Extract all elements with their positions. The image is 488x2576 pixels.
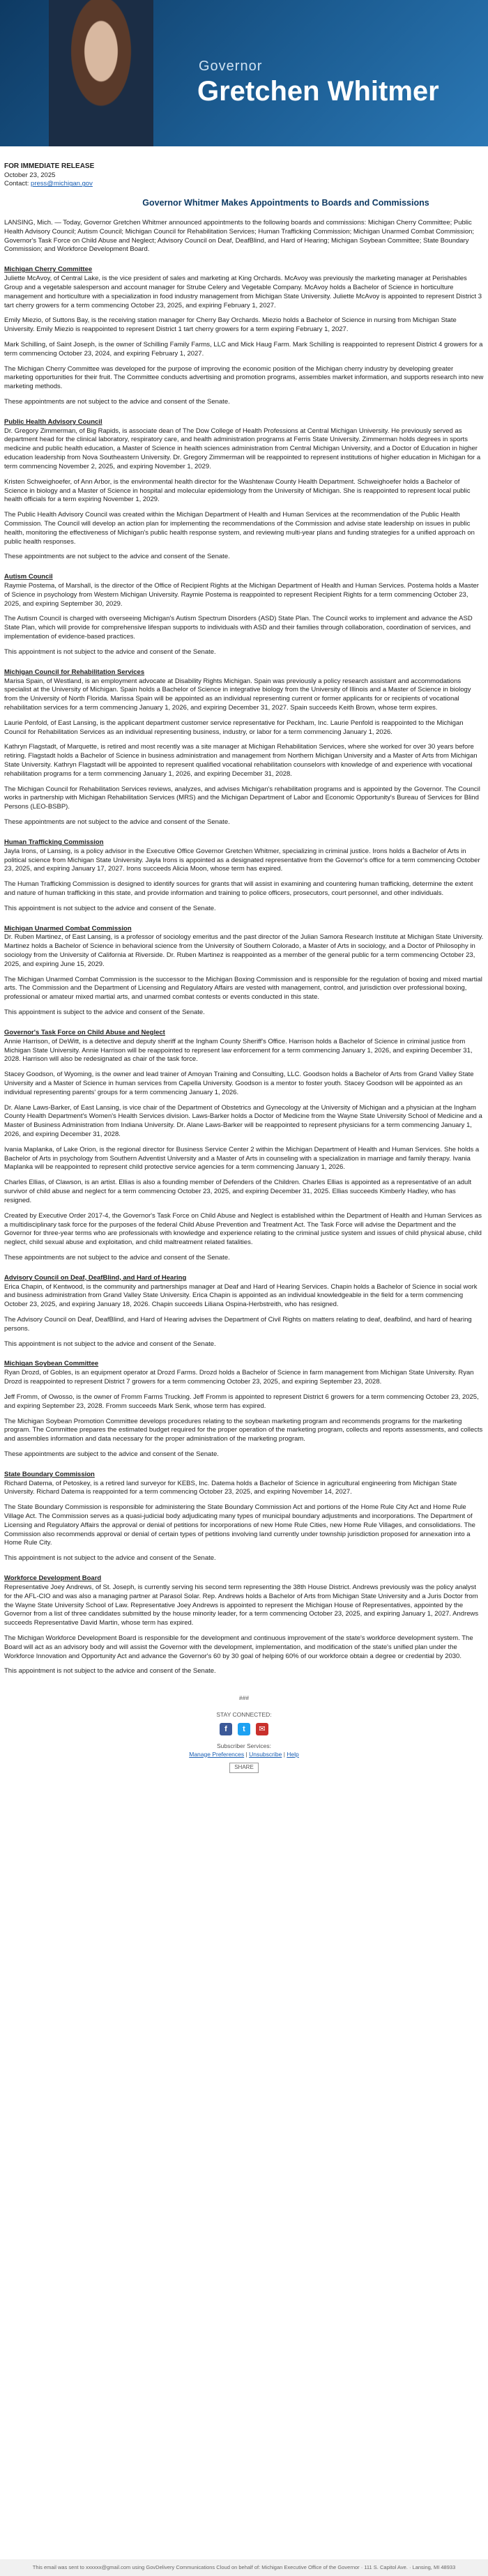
section-title-combat: Michigan Unarmed Combat Commission bbox=[4, 924, 132, 933]
paragraph: The Michigan Workforce Development Board is responsible for the development and continuous improvement of the state's workforce development system. The Board will act as an advisory body and will assist the Governor with the development, implementation, and modification of the state's unified plan under the Workforce Innovation and Opportunity Act and advance the Governor's 60 by 30 goal of helping 60% of our workforce obtain a degree or credential by 2030. bbox=[4, 1634, 473, 1660]
paragraph: This appointment is not subject to the advice and consent of the Senate. bbox=[4, 904, 216, 912]
governor-label: Governor bbox=[199, 59, 263, 74]
paragraph: Marisa Spain, of Westland, is an employment advocate at Disability Rights Michigan. Spain was previously a policy research assistant and accommodations specialist at the University of Michigan. Spain holds a Bachelor of Science in integrative biology from the University of Illinois and a Master of Science in biology from the University of North Florida. Marissa Spain will be appointed as an individual representing current or former applicants for or recipients of vocational rehabilitation services for a term commencing January 1, 2026, and expiring December 31, 2027. Spain succeeds Keith Brown, whose term expires. bbox=[4, 677, 471, 712]
governor-name: Gretchen Whitmer bbox=[197, 76, 439, 107]
unsubscribe-link[interactable]: Unsubscribe bbox=[249, 1750, 282, 1758]
manage-preferences-link[interactable]: Manage Preferences bbox=[189, 1750, 245, 1758]
intro-paragraph: LANSING, Mich. — Today, Governor Gretchen Whitmer announced appointments to the following boards and commissions: Michigan Cherry Committee; Public Health Advisory Council; Autism Council; Michigan Council for Rehabilitation Services; Human Trafficking Commission; Michigan Unarmed Combat Commission; Governor's Task Force on Child Abuse and Neglect; Advisory Council on Deaf, DeafBlind, and Hard of Hearing; Michigan Soybean Committee; State Boundary Commission; and Workforce Development Board. bbox=[4, 219, 475, 254]
release-date: October 23, 2025 bbox=[4, 171, 56, 179]
paragraph: Erica Chapin, of Kentwood, is the community and partnerships manager at Deaf and Hard of Hearing Services. Chapin holds a Bachelor of Science in social work and business administration from Grand Valley State University. Erica Chapin is appointed as an individual knowledgeable in the field for a term commencing October 23, 2025, and expiring January 18, 2026. Chapin succeeds Liliana Ospina-Herbstreith, who has resigned. bbox=[4, 1282, 478, 1309]
paragraph: Juliette McAvoy, of Central Lake, is the vice president of sales and marketing at King Orchards. McAvoy was previously the marketing manager at Perishables Group and a vegetable salesperson and account manager for Strube Celery and Vegetable Company. McAvoy holds a Bachelor of Science in horticulture management and horticulture with a specialization in food industry management from Michigan State University. Juliette McAvoy is appointed to represent District 3 tart cherry growers for a term commencing October 23, 2025, and expiring February 1, 2027. bbox=[4, 275, 482, 309]
section-title-health: Public Health Advisory Council bbox=[4, 417, 102, 426]
paragraph: This appointment is not subject to the advice and consent of the Senate. bbox=[4, 1340, 216, 1348]
section-title-workforce: Workforce Development Board bbox=[4, 1574, 102, 1583]
contact-email-link[interactable]: press@michigan.gov bbox=[31, 180, 93, 188]
section-title-rehab: Michigan Council for Rehabilitation Services bbox=[4, 668, 145, 676]
paragraph: These appointments are not subject to the advice and consent of the Senate. bbox=[4, 1253, 230, 1262]
paragraph: Dr. Ruben Martinez, of East Lansing, is a professor of sociology emeritus and the past director of the Julian Samora Research Institute at Michigan State University. Martinez holds a Bachelor of Science in behavioral science from the University of Southern Colorado, a Master of Arts in sociology, and a Doctor of Philosophy in sociology from the University of California at Riverside. Dr. Ruben Martinez is reappointed as a member of the general public for a term commencing October 23, 2025, and expiring June 15, 2029. bbox=[4, 933, 484, 968]
paragraph: Created by Executive Order 2017-4, the Governor's Task Force on Child Abuse and Neglect is established within the Department of Health and Human Services as a multidisciplinary task force for the purposes of the federal Child Abuse Prevention and Treatment Act. The Task Force will advise the Department and the Governor for three-year terms who are professionals with knowledge and experience relating to the criminal justice system and issues of child physical abuse, child neglect, child sexual abuse and exploitation, and child maltreatment related fatalities. bbox=[4, 1211, 482, 1247]
section-title-cherry: Michigan Cherry Committee bbox=[4, 266, 93, 274]
paragraph: The Public Health Advisory Council was created within the Michigan Department of Health and Human Services at the recommendation of the Public Health Commission. The Council will develop an action plan for implementing the recommendations of the Commission and advise state leadership on issues in public health, monitoring the effectiveness of Michigan's public health response system, and reviewing multi-year plans and funding strategies for a unified approach on public health responses. bbox=[4, 511, 475, 546]
header-banner bbox=[0, 0, 488, 146]
paragraph: Kristen Schweighoefer, of Ann Arbor, is the environmental health director for the Washtenaw County Health Department. Schweighoefer holds a Bachelor of Science in biology and a Master of Science in hospital and molecular epidemiology from the University of Michigan. She is reappointed to represent local public health officials for a term expiring November 1, 2029. bbox=[4, 477, 471, 504]
paragraph: These appointments are not subject to the advice and consent of the Senate. bbox=[4, 818, 230, 827]
end-marker: ### bbox=[238, 1694, 250, 1702]
stay-connected-label: STAY CONNECTED: bbox=[216, 1710, 272, 1718]
paragraph: Richard Datema, of Petoskey, is a retired land surveyor for KEBS, Inc. Datema holds a Bachelor of Science in agricultural engineering from Michigan State University. Richard Datema is reappointed for a term commencing October 23, 2025, and expiring November 14, 2027. bbox=[4, 1479, 457, 1496]
paragraph: Dr. Alane Laws-Barker, of East Lansing, is vice chair of the Department of Obstetrics and Gynecology at the University of Michigan and a physician at the Ingham County Health Department's Women's Health Services division. Laws-Barker holds a Doctor of Medicine from the Wayne State University School of Medicine and a Master of Business Administration from Indiana University. Dr. Alane Laws-Barker will be reappointed to represent physicians for a term commencing January 1, 2026, and expiring December 31, 2028. bbox=[4, 1103, 482, 1138]
section-title-boundary: State Boundary Commission bbox=[4, 1470, 95, 1478]
paragraph: These appointments are not subject to the advice and consent of the Senate. bbox=[4, 553, 230, 561]
release-content bbox=[0, 146, 488, 1773]
paragraph: This appointment is subject to the advice and consent of the Senate. bbox=[4, 1009, 205, 1017]
paragraph: This appointment is not subject to the advice and consent of the Senate. bbox=[4, 1667, 216, 1676]
contact-label: Contact: bbox=[4, 180, 29, 188]
paragraph: Mark Schilling, of Saint Joseph, is the owner of Schilling Family Farms, LLC and Mick Haug Farm. Mark Schilling is reappointed to represent District 4 growers for a term commencing October 23, 2024, and expiring February 1, 2027. bbox=[4, 340, 483, 358]
paragraph: The Human Trafficking Commission is designed to identify sources for grants that will assist in examining and countering human trafficking, determine the extent and nature of human trafficking in this state, and provide information and training to police officers, prosecutors, court personnel, and other individuals. bbox=[4, 880, 473, 897]
paragraph: Annie Harrison, of DeWitt, is a detective and deputy sheriff at the Ingham County Sheriff's Office. Harrison holds a Bachelor of Science in criminal justice from Michigan State University. Annie Harrison will be reappointed to represent law enforcement for a term commencing January 1, 2026, and expiring December 31, 2028. Harrison will also be redesignated as chair of the task force. bbox=[4, 1037, 473, 1064]
help-link[interactable]: Help bbox=[287, 1750, 299, 1758]
paragraph: Jeff Fromm, of Owosso, is the owner of Fromm Farms Trucking. Jeff Fromm is appointed to represent District 6 growers for a term commencing October 23, 2025, and expiring September 23, 2028. Fromm succeeds Mark Senk, whose term has expired. bbox=[4, 1393, 479, 1410]
headline: Governor Whitmer Makes Appointments to Boards and Commissions bbox=[142, 198, 429, 208]
section-title-autism: Autism Council bbox=[4, 573, 53, 581]
paragraph: Laurie Penfold, of East Lansing, is the applicant department customer service representative for Peckham, Inc. Laurie Penfold is reappointed to the Michigan Council for Rehabilitation Services as an individual representing business, industry, or labor for a term commencing January 1, 2026. bbox=[4, 719, 464, 736]
paragraph: This appointment is not subject to the advice and consent of the Senate. bbox=[4, 647, 216, 656]
paragraph: The Advisory Council on Deaf, DeafBlind, and Hard of Hearing advises the Department of Civil Rights on matters relating to deaf, deafblind, and hard of hearing persons. bbox=[4, 1316, 472, 1333]
paragraph: The State Boundary Commission is responsible for administering the State Boundary Commission Act and portions of the Home Rule City Act and Home Rule Village Act. The Commission serves as a quasi-judicial body adjudicating many types of municipal boundary adjustments and incorporations. The Department of Licensing and Regulatory Affairs the approval or denial of petitions for incorporations of new Home Rule Cities, new Home Rule Villages, and consolidations. The Commission also recommends approval or denial of certain types of petitions involving land currently under township jurisdiction proposed for annexation into a Home Rule City. bbox=[4, 1503, 475, 1547]
twitter-icon[interactable]: t bbox=[238, 1723, 250, 1735]
subscriber-services-label: Subscriber Services: bbox=[217, 1742, 271, 1750]
paragraph: Dr. Gregory Zimmerman, of Big Rapids, is associate dean of The Dow College of Health Professions at Central Michigan University. He previously served as department head for the clinical laboratory, respiratory care, and health administration programs at Ferris State University. Zimmerman holds degrees in sports medicine and public health education, a Master of Science in health sciences administration from Central Michigan University, and a Doctor of Education in higher education leadership from Nova Southeastern University. Dr. Gregory Zimmerman will be reappointed to represent institutions of higher education in Michigan for a term commencing November 2, 2025, and expiring November 1, 2029. bbox=[4, 427, 481, 470]
facebook-icon[interactable]: f bbox=[220, 1723, 232, 1735]
release-label: FOR IMMEDIATE RELEASE bbox=[4, 162, 95, 170]
release-contact bbox=[4, 180, 484, 189]
paragraph: Jayla Irons, of Lansing, is a policy advisor in the Executive Office Governor Gretchen Whitmer, specializing in criminal justice. Irons holds a Bachelor of Arts in political science from Michigan State University. Jayla Irons is appointed as a designated representative from the Governor's office for a term commencing October 23, 2025, and expiring January 17, 2027. Irons succeeds Alicia Moon, whose term has expired. bbox=[4, 847, 480, 873]
paragraph: Ryan Drozd, of Gobles, is an equipment operator at Drozd Farms. Drozd holds a Bachelor of Science in farm management from Michigan State University. Ryan Drozd is reappointed to represent District 7 growers for a term commencing October 23, 2025, and expiring September 23, 2028. bbox=[4, 1369, 474, 1386]
paragraph: Emily Miezio, of Suttons Bay, is the receiving station manager for Cherry Bay Orchards. Miezio holds a Bachelor of Science in nursing from Michigan State University. Emily Miezio is reappointed to represent District 1 tart cherry growers for a term expiring February 1, 2027. bbox=[4, 316, 457, 334]
paragraph: The Michigan Council for Rehabilitation Services reviews, analyzes, and advises Michigan's rehabilitation programs and is appointed by the Governor. The Council works in partnership with Michigan Rehabilitation Services (MRS) and the Michigan Department of Labor and Economic Opportunity's Bureau of Services for Blind Persons (LEO-BSBP). bbox=[4, 785, 480, 811]
section-title-deaf: Advisory Council on Deaf, DeafBlind, and Hard of Hearing bbox=[4, 1273, 187, 1282]
paragraph: Representative Joey Andrews, of St. Joseph, is currently serving his second term representing the 38th House District. Andrews previously was the policy analyst for the AFL-CIO and was also a managing partner at Parasol Solar. Rep. Andrews holds a Bachelor of Arts from Michigan State University and a Juris Doctor from the Wayne State University School of Law. Representative Joey Andrews is appointed to represent the Michigan House of Representatives, appointed by the Governor from a list of three candidates submitted by the house minority leader, for a term commencing October 23, 2025, and expiring January 1, 2027. Andrews succeeds Representative David Martin, whose term has expired. bbox=[4, 1583, 479, 1627]
paragraph: This appointment is not subject to the advice and consent of the Senate. bbox=[4, 1554, 216, 1563]
paragraph: Charles Ellias, of Clawson, is an artist. Ellias is also a founding member of Defenders of the Children. Charles Ellias is appointed as a representative of an adult survivor of child abuse and neglect for a term commencing October 23, 2025, and expiring December 31, 2025. Ellias succeeds Kimberly Hadley, who has resigned. bbox=[4, 1179, 472, 1204]
paragraph: The Autism Council is charged with overseeing Michigan's Autism Spectrum Disorders (ASD) State Plan. The Council works to implement and advance the ASD State Plan, which will provide for comprehensive lifespan supports to individuals with ASD and their families through collaboration, coordination of services, and implementation of evidence-based practices. bbox=[4, 615, 473, 641]
paragraph: Raymie Postema, of Marshall, is the director of the Office of Recipient Rights at the Michigan Department of Health and Human Services. Postema holds a Master of Science in psychology from Western Michigan University. Raymie Postema is reappointed to represent Recipient Rights for a term commencing October 23, 2025, and expiring September 30, 2029. bbox=[4, 582, 479, 608]
email-disclaimer: This email was sent to xxxxxx@gmail.com using GovDelivery Communications Cloud on behalf of: Michigan Executive Office of the Governor · 111 S. Capitol Ave. · Lansing, MI 48933 bbox=[0, 2559, 488, 2576]
subscriber-links: Manage Preferences | Unsubscribe | Help bbox=[189, 1750, 299, 1758]
paragraph: These appointments are subject to the advice and consent of the Senate. bbox=[4, 1450, 219, 1458]
paragraph: These appointments are not subject to the advice and consent of the Senate. bbox=[4, 398, 230, 406]
paragraph: Ivania Maplanka, of Lake Orion, is the regional director for Business Service Center 2 within the Michigan Department of Health and Human Services. She holds a Bachelor of Arts in psychology from Southern Adventist University and a Master of Arts in counseling with a specialization in marriage and family therapy. Ivania Maplanka will be reappointed to represent child protective service agencies for a term commencing January 1, 2026. bbox=[4, 1145, 480, 1172]
governor-portrait bbox=[49, 0, 153, 146]
section-title-child: Governor's Task Force on Child Abuse and Neglect bbox=[4, 1028, 165, 1036]
paragraph: The Michigan Unarmed Combat Commission is the successor to the Michigan Boxing Commission and is responsible for the regulation of boxing and mixed martial arts. The Commission and the Department of Licensing and Regulatory Affairs are vested with management, control, and jurisdiction over professional boxing, professional or amateur mixed martial arts, and unarmed combat contests or events conducted in this state. bbox=[4, 975, 482, 1002]
paragraph: The Michigan Cherry Committee was developed for the purpose of improving the economic position of the Michigan cherry industry by developing greater marketing opportunities for their fruit. The Committee conducts advertising and promotion programs, assembles market information, and supports research into new marketing methods. bbox=[4, 365, 484, 391]
social-links bbox=[4, 1723, 484, 1735]
paragraph: Kathryn Flagstadt, of Marquette, is retired and most recently was a site manager at Michigan Rehabilitation Services, where she worked for over 30 years before retiring. Flagstadt holds a Bachelor of Science in business administration and management from Northern Michigan University and a Master of Arts from Michigan State University. Kathryn Flagstadt will be appointed to represent qualified vocational rehabilitation counselors with knowledge of and experience with vocational rehabilitation programs for a term commencing January 1, 2026, and expiring December 31, 2028. bbox=[4, 743, 478, 778]
share-button[interactable]: SHARE bbox=[229, 1763, 259, 1773]
paragraph: Stacey Goodson, of Wyoming, is the owner and lead trainer of Amoyan Training and Consulting, LLC. Goodson holds a Bachelor of Arts from Grand Valley State University and a Master of Science in human services from Capella University. Goodson is a mentor to foster youth. Stacey Goodson will be appointed as an individual representing parents' groups for a term commencing January 1, 2026. bbox=[4, 1071, 474, 1096]
email-icon[interactable]: ✉ bbox=[256, 1723, 268, 1735]
section-title-trafficking: Human Trafficking Commission bbox=[4, 838, 104, 846]
paragraph: The Michigan Soybean Promotion Committee develops procedures relating to the soybean marketing program and recommends programs for the marketing program. The Committee prepares the estimated budget required for the proper operation of the marketing program, collects and reports assessments, and collects and assembles information and data necessary for the proper administration of the marketing program. bbox=[4, 1417, 483, 1443]
footer bbox=[4, 1694, 484, 1773]
section-title-soybean: Michigan Soybean Committee bbox=[4, 1360, 99, 1368]
